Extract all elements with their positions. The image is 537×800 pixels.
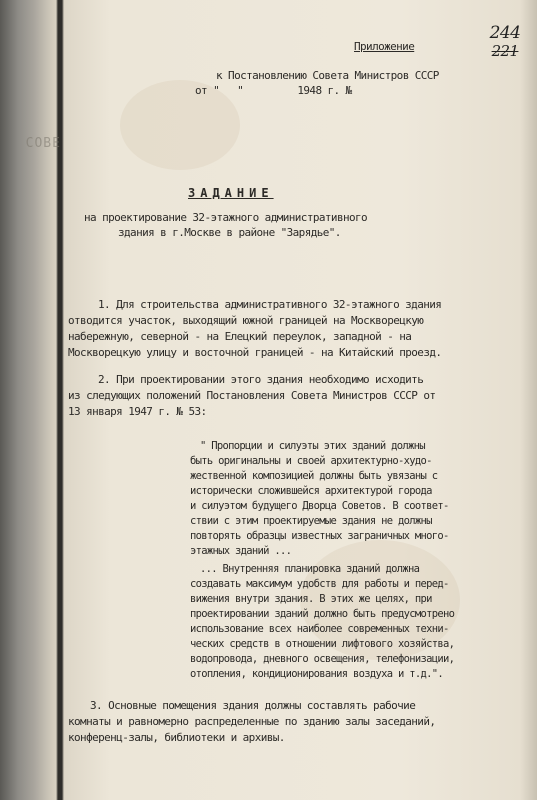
appendix-label: Приложение	[354, 40, 415, 53]
quote-line: ... Внутренняя планировка зданий должна	[200, 563, 420, 575]
page-number-struck: 221	[491, 42, 519, 60]
paragraph-2-line: 13 января 1947 г. № 53:	[68, 405, 207, 418]
paragraph-1-line: 1. Для строительства административного 32-этажного здания	[98, 298, 442, 311]
paragraph-2-line: 2. При проектировании этого здания необходимо исходить	[98, 373, 424, 386]
previous-page-edge	[8, 60, 61, 780]
quote-line: быть оригинальны и своей архитектурно-худо-	[190, 455, 432, 467]
paragraph-3-line: 3. Основные помещения здания должны составлять рабочие	[90, 699, 416, 712]
page-number-current: 244	[489, 23, 521, 43]
quote-line: жественной композицией должны быть увязаны с	[190, 470, 438, 482]
document-title: ЗАДАНИЕ	[188, 186, 274, 200]
quote-line: исторически сложившейся архитектурой города	[190, 485, 432, 497]
appendix-line-1: к Постановлению Совета Министров СССР	[216, 69, 439, 82]
appendix-line-2: от " " 1948 г. №	[195, 84, 352, 97]
title-subline-1: на проектирование 32-этажного административного	[84, 211, 368, 224]
paragraph-1-line: Москворецкую улицу и восточной границей - на Китайский проезд.	[68, 346, 442, 359]
quote-line: и силуэтом будущего Дворца Советов. В соответ-	[190, 500, 449, 512]
quote-line: ческих средств в отношении лифтового хозяйства,	[190, 638, 455, 650]
quote-line: повторять образцы известных заграничных много-	[190, 530, 449, 542]
handwritten-page-number	[480, 24, 530, 74]
quote-line: отопления, кондиционирования воздуха и т.д.".	[190, 668, 443, 680]
quote-line: водопровода, дневного освещения, телефонизации,	[190, 653, 455, 665]
quote-line: проектировании зданий должно быть предусмотрено	[190, 608, 455, 620]
quote-line: использование всех наиболее современных техни-	[190, 623, 449, 635]
quote-line: " Пропорции и силуэты этих зданий должны	[200, 440, 425, 452]
margin-text: СОВЕ	[25, 136, 61, 151]
quote-line: создавать максимум удобств для работы и перед-	[190, 578, 449, 590]
paragraph-2-line: из следующих положений Постановления Совета Министров СССР от	[68, 389, 436, 402]
paragraph-3-line: комнаты и равномерно распределенные по зданию залы заседаний,	[68, 715, 436, 728]
title-subline-2: здания в г.Москве в районе "Зарядье".	[118, 226, 341, 239]
quote-line: этажных зданий ...	[190, 545, 292, 557]
quote-line: вижения внутри здания. В этих же целях, при	[190, 593, 432, 605]
paragraph-1-line: набережную, северной - на Елецкий переулок, западной - на	[68, 330, 412, 343]
paragraph-1-line: отводится участок, выходящий южной границей на Москворецкую	[68, 314, 424, 327]
document-page	[64, 10, 536, 795]
paragraph-3-line: конференц-залы, библиотеки и архивы.	[68, 731, 285, 744]
quote-line: ствии с этим проектируемые здания не должны	[190, 515, 432, 527]
